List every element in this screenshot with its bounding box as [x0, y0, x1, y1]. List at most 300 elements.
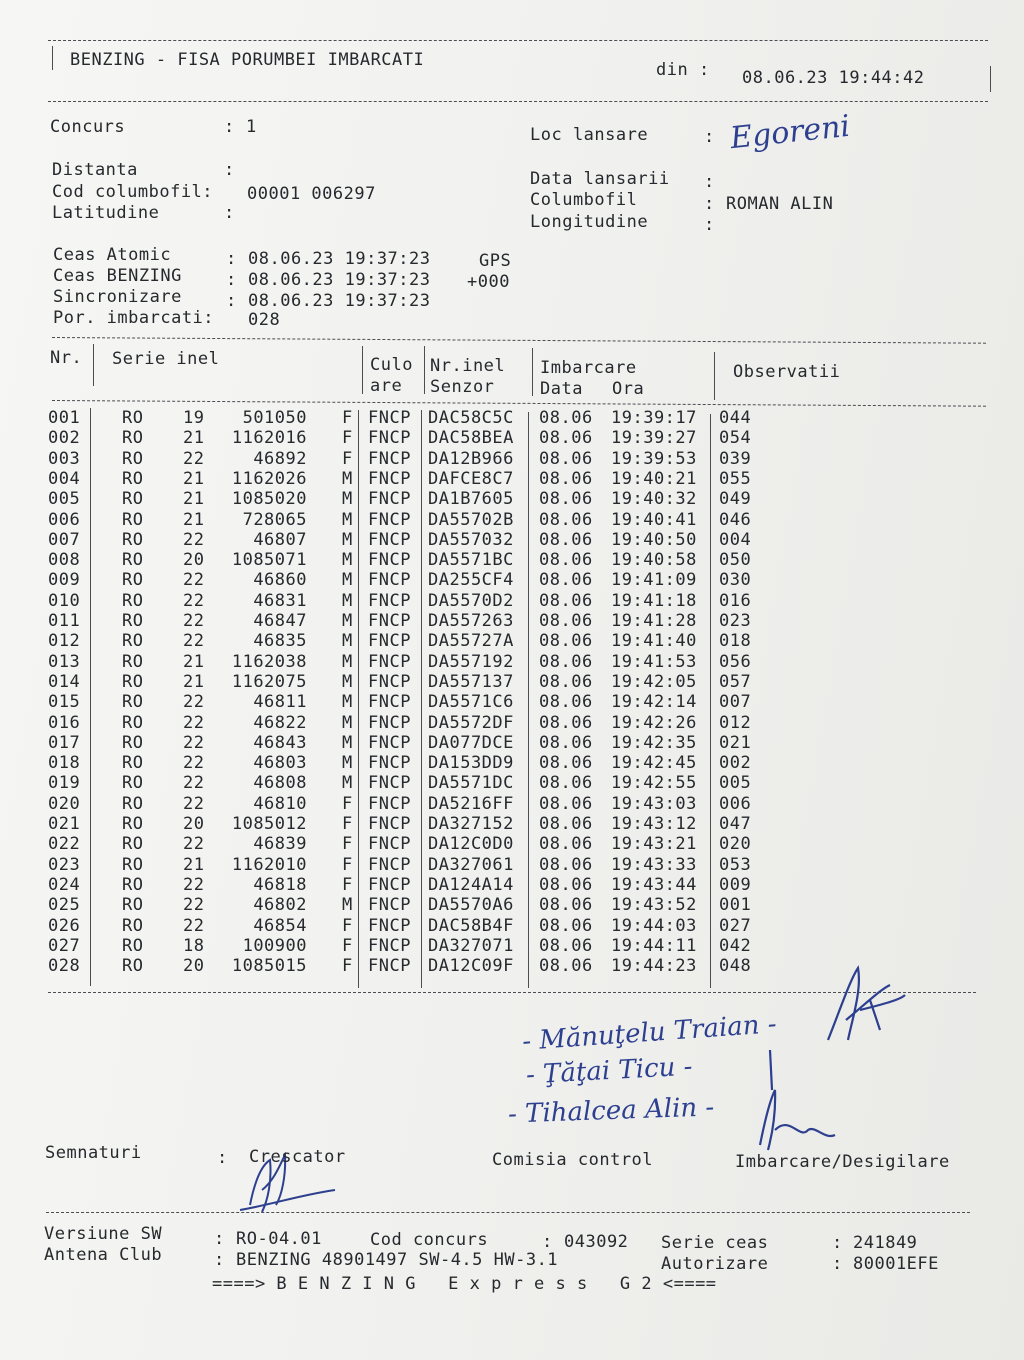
row-country: RO	[122, 468, 144, 489]
row-country: RO	[122, 529, 144, 550]
row-obs: 007	[719, 692, 752, 713]
row-ring: 46811	[253, 692, 307, 713]
row-nr: 025	[48, 895, 81, 916]
row-nr: 010	[48, 590, 81, 611]
loc-lansare-label: Loc lansare	[530, 125, 649, 145]
row-time: 19:43:12	[611, 814, 697, 834]
ceas-benzing-suffix: +000	[467, 272, 510, 292]
colon: :	[224, 117, 246, 137]
row-sensor: DA255CF4	[428, 570, 514, 591]
table-row	[0, 449, 1024, 469]
columbofil-label: Columbofil	[530, 190, 638, 210]
por-imbarcati-label: Por. imbarcati:	[53, 308, 215, 328]
row-nr: 019	[48, 773, 81, 794]
row-obs: 009	[719, 874, 752, 895]
table-row	[0, 510, 1024, 530]
cod-columbofil-value: 00001 006297	[247, 184, 376, 204]
row-ring: 46835	[253, 631, 307, 652]
row-color: FNCP	[368, 732, 411, 753]
row-date: 08.06	[539, 712, 593, 733]
row-sensor: DA5572DF	[428, 712, 514, 733]
row-date: 08.06	[539, 448, 593, 469]
row-ring: 1085020	[231, 489, 307, 510]
row-time: 19:43:03	[611, 793, 697, 814]
row-time: 19:40:21	[611, 468, 697, 489]
row-sex: F	[342, 874, 353, 895]
row-year: 21	[183, 428, 205, 449]
row-date: 08.06	[539, 732, 593, 753]
row-ring: 1162038	[231, 651, 307, 672]
row-obs: 057	[719, 671, 752, 692]
row-year: 22	[183, 448, 205, 469]
row-year: 21	[183, 651, 205, 672]
row-sex: M	[342, 509, 353, 530]
row-color: FNCP	[368, 793, 411, 814]
row-year: 21	[183, 468, 205, 489]
row-time: 19:42:26	[611, 712, 697, 733]
row-country: RO	[122, 712, 144, 733]
col-header-nr-inel: Nr.inel	[430, 356, 506, 376]
table-row	[0, 936, 1024, 956]
page-title: BENZING - FISA PORUMBEI IMBARCATI	[70, 50, 425, 70]
row-year: 20	[183, 956, 205, 977]
row-nr: 024	[48, 874, 81, 895]
row-date: 08.06	[539, 509, 593, 530]
row-time: 19:39:17	[611, 408, 697, 428]
row-sensor: DA557032	[428, 529, 514, 550]
versiune-label: Versiune SW	[44, 1224, 163, 1244]
row-obs: 042	[719, 935, 752, 956]
row-sex: M	[342, 529, 353, 550]
colon: :	[226, 270, 237, 290]
row-sex: M	[342, 590, 353, 611]
row-color: FNCP	[368, 529, 411, 550]
row-year: 22	[183, 874, 205, 895]
row-ring: 728065	[242, 509, 307, 530]
row-country: RO	[122, 509, 144, 530]
row-color: FNCP	[368, 692, 411, 713]
row-sensor: DA327061	[428, 854, 514, 875]
row-sensor: DA5216FF	[428, 793, 514, 814]
row-obs: 056	[719, 651, 752, 672]
row-sensor: DA557137	[428, 671, 514, 692]
row-sensor: DA55727A	[428, 631, 514, 652]
data-lansarii-label: Data lansarii	[530, 169, 670, 189]
row-obs: 054	[719, 428, 752, 449]
row-obs: 021	[719, 732, 752, 753]
row-year: 20	[183, 814, 205, 834]
row-nr: 007	[48, 529, 81, 550]
row-sex: F	[342, 854, 353, 875]
row-sensor: DA327152	[428, 814, 514, 834]
row-sensor: DAC58C5C	[428, 408, 514, 428]
row-time: 19:40:32	[611, 489, 697, 510]
row-sex: M	[342, 570, 353, 591]
row-sex: F	[342, 448, 353, 469]
row-nr: 003	[48, 448, 81, 469]
ceas-benzing-label: Ceas BENZING	[53, 266, 182, 286]
footer-banner: ====> B E N Z I N G E x p r e s s G 2 <====	[212, 1274, 717, 1294]
row-obs: 002	[719, 753, 752, 774]
col-header-observatii: Observatii	[733, 362, 841, 382]
row-nr: 012	[48, 631, 81, 652]
row-nr: 018	[48, 753, 81, 774]
row-time: 19:41:09	[611, 570, 697, 591]
col-header-culoare-2: are	[370, 376, 403, 396]
row-ring: 46843	[253, 732, 307, 753]
row-ring: 46803	[253, 753, 307, 774]
print-date-label: din :	[656, 60, 710, 80]
row-sex: M	[342, 468, 353, 489]
row-nr: 005	[48, 489, 81, 510]
row-ring: 46860	[253, 570, 307, 591]
row-date: 08.06	[539, 468, 593, 489]
row-sex: F	[342, 408, 353, 428]
row-ring: 1162026	[231, 468, 307, 489]
row-sensor: DAFCE8C7	[428, 468, 514, 489]
row-date: 08.06	[539, 428, 593, 449]
row-year: 22	[183, 590, 205, 611]
row-sex: M	[342, 692, 353, 713]
antena-label: Antena Club	[44, 1245, 163, 1265]
col-header-data: Data	[540, 379, 583, 399]
por-imbarcati-value: 028	[248, 310, 281, 330]
col-sep-culoare	[424, 346, 425, 394]
row-date: 08.06	[539, 854, 593, 875]
row-obs: 048	[719, 956, 752, 977]
row-year: 22	[183, 529, 205, 550]
header-top-border	[48, 40, 988, 41]
row-color: FNCP	[368, 874, 411, 895]
row-date: 08.06	[539, 692, 593, 713]
row-ring: 1085012	[231, 814, 307, 834]
colon: :	[704, 127, 715, 147]
handwritten-name-3: - Tihalcea Alin -	[507, 1092, 715, 1130]
table-row	[0, 591, 1024, 611]
col-sep-senzor	[532, 348, 533, 396]
row-time: 19:43:21	[611, 834, 697, 855]
col-header-imbarcare: Imbarcare	[540, 358, 637, 378]
row-ring: 1162010	[231, 854, 307, 875]
row-obs: 055	[719, 468, 752, 489]
row-color: FNCP	[368, 509, 411, 530]
row-sensor: DA5571BC	[428, 550, 514, 571]
table-row	[0, 611, 1024, 631]
row-nr: 002	[48, 428, 81, 449]
row-year: 19	[183, 408, 205, 428]
row-date: 08.06	[539, 814, 593, 834]
row-sex: F	[342, 428, 353, 449]
row-sex: M	[342, 631, 353, 652]
row-sensor: DA557263	[428, 611, 514, 631]
row-nr: 001	[48, 408, 81, 428]
row-sensor: DA327071	[428, 935, 514, 956]
row-sensor: DA55702B	[428, 509, 514, 530]
row-nr: 016	[48, 712, 81, 733]
signatures-label: Semnaturi	[45, 1143, 142, 1163]
row-country: RO	[122, 489, 144, 510]
colon: :	[704, 194, 715, 214]
row-color: FNCP	[368, 671, 411, 692]
table-row	[0, 773, 1024, 793]
latitudine-label: Latitudine	[52, 203, 160, 223]
signature-comisia-label: Comisia control	[492, 1150, 654, 1170]
row-ring: 46839	[253, 834, 307, 855]
row-ring: 46847	[253, 611, 307, 631]
row-year: 21	[183, 489, 205, 510]
row-country: RO	[122, 611, 144, 631]
row-year: 22	[183, 692, 205, 713]
row-date: 08.06	[539, 611, 593, 631]
row-country: RO	[122, 773, 144, 794]
header-right-edge	[990, 66, 991, 92]
table-row	[0, 794, 1024, 814]
row-year: 21	[183, 671, 205, 692]
col-header-serie-inel: Serie inel	[112, 349, 220, 369]
row-time: 19:39:27	[611, 428, 697, 449]
row-time: 19:40:50	[611, 529, 697, 550]
table-row	[0, 956, 1024, 976]
row-time: 19:44:11	[611, 935, 697, 956]
row-nr: 004	[48, 468, 81, 489]
row-date: 08.06	[539, 773, 593, 794]
row-date: 08.06	[539, 671, 593, 692]
colon: :	[704, 172, 715, 192]
table-bottom-rule	[48, 992, 976, 993]
row-obs: 053	[719, 854, 752, 875]
row-sex: F	[342, 915, 353, 936]
row-country: RO	[122, 956, 144, 977]
row-sensor: DA12C09F	[428, 956, 514, 977]
row-time: 19:40:58	[611, 550, 697, 571]
table-row	[0, 733, 1024, 753]
row-sensor: DA5570D2	[428, 590, 514, 611]
signature-imbarcare-upper	[828, 968, 905, 1040]
row-time: 19:42:55	[611, 773, 697, 794]
row-date: 08.06	[539, 590, 593, 611]
row-ring: 1085015	[231, 956, 307, 977]
row-year: 18	[183, 935, 205, 956]
row-sensor: DA5571C6	[428, 692, 514, 713]
columbofil-value: ROMAN ALIN	[726, 194, 834, 214]
row-ring: 46802	[253, 895, 307, 916]
row-color: FNCP	[368, 611, 411, 631]
row-color: FNCP	[368, 550, 411, 571]
row-sensor: DA5570A6	[428, 895, 514, 916]
table-row	[0, 855, 1024, 875]
row-sex: M	[342, 753, 353, 774]
row-nr: 015	[48, 692, 81, 713]
row-country: RO	[122, 793, 144, 814]
row-nr: 027	[48, 935, 81, 956]
table-row	[0, 753, 1024, 773]
row-sex: M	[342, 773, 353, 794]
sincronizare-label: Sincronizare	[53, 287, 182, 307]
row-sex: M	[342, 489, 353, 510]
row-time: 19:43:52	[611, 895, 697, 916]
row-date: 08.06	[539, 408, 593, 428]
row-nr: 026	[48, 915, 81, 936]
row-time: 19:41:40	[611, 631, 697, 652]
row-year: 22	[183, 611, 205, 631]
versiune-value: RO-04.01	[236, 1229, 322, 1249]
row-country: RO	[122, 895, 144, 916]
table-row	[0, 875, 1024, 895]
distanta-label: Distanta	[52, 160, 138, 180]
colon: :	[704, 215, 715, 235]
colon: :	[832, 1233, 843, 1253]
row-sensor: DAC58B4F	[428, 915, 514, 936]
row-obs: 020	[719, 834, 752, 855]
row-year: 22	[183, 834, 205, 855]
row-ring: 501050	[242, 408, 307, 428]
row-ring: 46810	[253, 793, 307, 814]
ceas-benzing-value: 08.06.23 19:37:23	[248, 270, 431, 290]
row-country: RO	[122, 692, 144, 713]
row-date: 08.06	[539, 529, 593, 550]
col-sep-serie	[362, 346, 363, 394]
row-color: FNCP	[368, 651, 411, 672]
row-color: FNCP	[368, 428, 411, 449]
row-country: RO	[122, 753, 144, 774]
row-color: FNCP	[368, 712, 411, 733]
row-sex: M	[342, 550, 353, 571]
ceas-atomic-label: Ceas Atomic	[53, 245, 172, 265]
row-year: 22	[183, 732, 205, 753]
row-obs: 044	[719, 408, 752, 428]
row-date: 08.06	[539, 550, 593, 571]
colon: :	[832, 1254, 843, 1274]
row-color: FNCP	[368, 590, 411, 611]
col-header-culoare-1: Culo	[370, 355, 413, 375]
row-nr: 021	[48, 814, 81, 834]
row-obs: 018	[719, 631, 752, 652]
row-color: FNCP	[368, 915, 411, 936]
table-row	[0, 672, 1024, 692]
table-row	[0, 692, 1024, 712]
signature-imbarcare-lower	[760, 1050, 835, 1150]
sincronizare-value: 08.06.23 19:37:23	[248, 291, 431, 311]
row-color: FNCP	[368, 753, 411, 774]
colon: :	[224, 203, 235, 223]
cod-concurs-value: 043092	[564, 1232, 629, 1252]
signature-crescator-label: Crescator	[249, 1147, 346, 1167]
row-ring: 46822	[253, 712, 307, 733]
row-country: RO	[122, 631, 144, 652]
header-bottom-border	[48, 101, 988, 102]
signature-imbarcare-label: Imbarcare/Desigilare	[735, 1152, 950, 1172]
row-nr: 017	[48, 732, 81, 753]
row-date: 08.06	[539, 874, 593, 895]
handwritten-name-1: - Mănuţelu Traian -	[521, 1009, 778, 1057]
serie-ceas-value: 241849	[853, 1233, 918, 1253]
table-row	[0, 652, 1024, 672]
colon: :	[226, 249, 237, 269]
row-country: RO	[122, 814, 144, 834]
row-sex: F	[342, 793, 353, 814]
row-nr: 009	[48, 570, 81, 591]
row-date: 08.06	[539, 935, 593, 956]
row-obs: 001	[719, 895, 752, 916]
row-sex: F	[342, 834, 353, 855]
row-year: 22	[183, 773, 205, 794]
table-top-rule	[52, 337, 986, 344]
row-sensor: DAC58BEA	[428, 428, 514, 449]
colon: :	[217, 1148, 228, 1168]
serie-ceas-label: Serie ceas	[661, 1233, 769, 1253]
row-sex: F	[342, 956, 353, 977]
row-date: 08.06	[539, 753, 593, 774]
row-country: RO	[122, 651, 144, 672]
row-date: 08.06	[539, 631, 593, 652]
row-obs: 049	[719, 489, 752, 510]
row-obs: 030	[719, 570, 752, 591]
row-sensor: DA12B966	[428, 448, 514, 469]
table-row	[0, 713, 1024, 733]
row-sensor: DA124A14	[428, 874, 514, 895]
table-row	[0, 895, 1024, 915]
row-nr: 022	[48, 834, 81, 855]
table-row	[0, 550, 1024, 570]
row-date: 08.06	[539, 895, 593, 916]
row-time: 19:39:53	[611, 448, 697, 469]
row-country: RO	[122, 671, 144, 692]
row-sex: M	[342, 732, 353, 753]
colon: :	[214, 1229, 225, 1249]
row-date: 08.06	[539, 651, 593, 672]
row-color: FNCP	[368, 935, 411, 956]
row-year: 22	[183, 712, 205, 733]
ceas-atomic-value: 08.06.23 19:37:23	[248, 249, 431, 269]
row-date: 08.06	[539, 915, 593, 936]
row-year: 22	[183, 753, 205, 774]
row-obs: 012	[719, 712, 752, 733]
row-country: RO	[122, 935, 144, 956]
row-sensor: DA1B7605	[428, 489, 514, 510]
row-year: 22	[183, 631, 205, 652]
row-nr: 011	[48, 611, 81, 631]
row-date: 08.06	[539, 834, 593, 855]
row-time: 19:43:44	[611, 874, 697, 895]
col-header-nr: Nr.	[50, 348, 83, 368]
row-date: 08.06	[539, 956, 593, 977]
row-ring: 46818	[253, 874, 307, 895]
row-ring: 1085071	[231, 550, 307, 571]
row-country: RO	[122, 874, 144, 895]
row-sensor: DA077DCE	[428, 732, 514, 753]
antena-value: BENZING 48901497 SW-4.5 HW-3.1	[236, 1250, 559, 1270]
row-nr: 020	[48, 793, 81, 814]
row-sensor: DA557192	[428, 651, 514, 672]
row-nr: 023	[48, 854, 81, 875]
row-obs: 005	[719, 773, 752, 794]
row-year: 22	[183, 793, 205, 814]
row-ring: 46892	[253, 448, 307, 469]
row-country: RO	[122, 550, 144, 571]
row-color: FNCP	[368, 773, 411, 794]
row-nr: 013	[48, 651, 81, 672]
table-row	[0, 814, 1024, 834]
row-color: FNCP	[368, 570, 411, 591]
row-color: FNCP	[368, 468, 411, 489]
table-row	[0, 530, 1024, 550]
autorizare-label: Autorizare	[661, 1254, 769, 1274]
row-sex: M	[342, 651, 353, 672]
table-header-rule	[52, 400, 986, 407]
row-nr: 014	[48, 671, 81, 692]
row-color: FNCP	[368, 489, 411, 510]
row-color: FNCP	[368, 814, 411, 834]
